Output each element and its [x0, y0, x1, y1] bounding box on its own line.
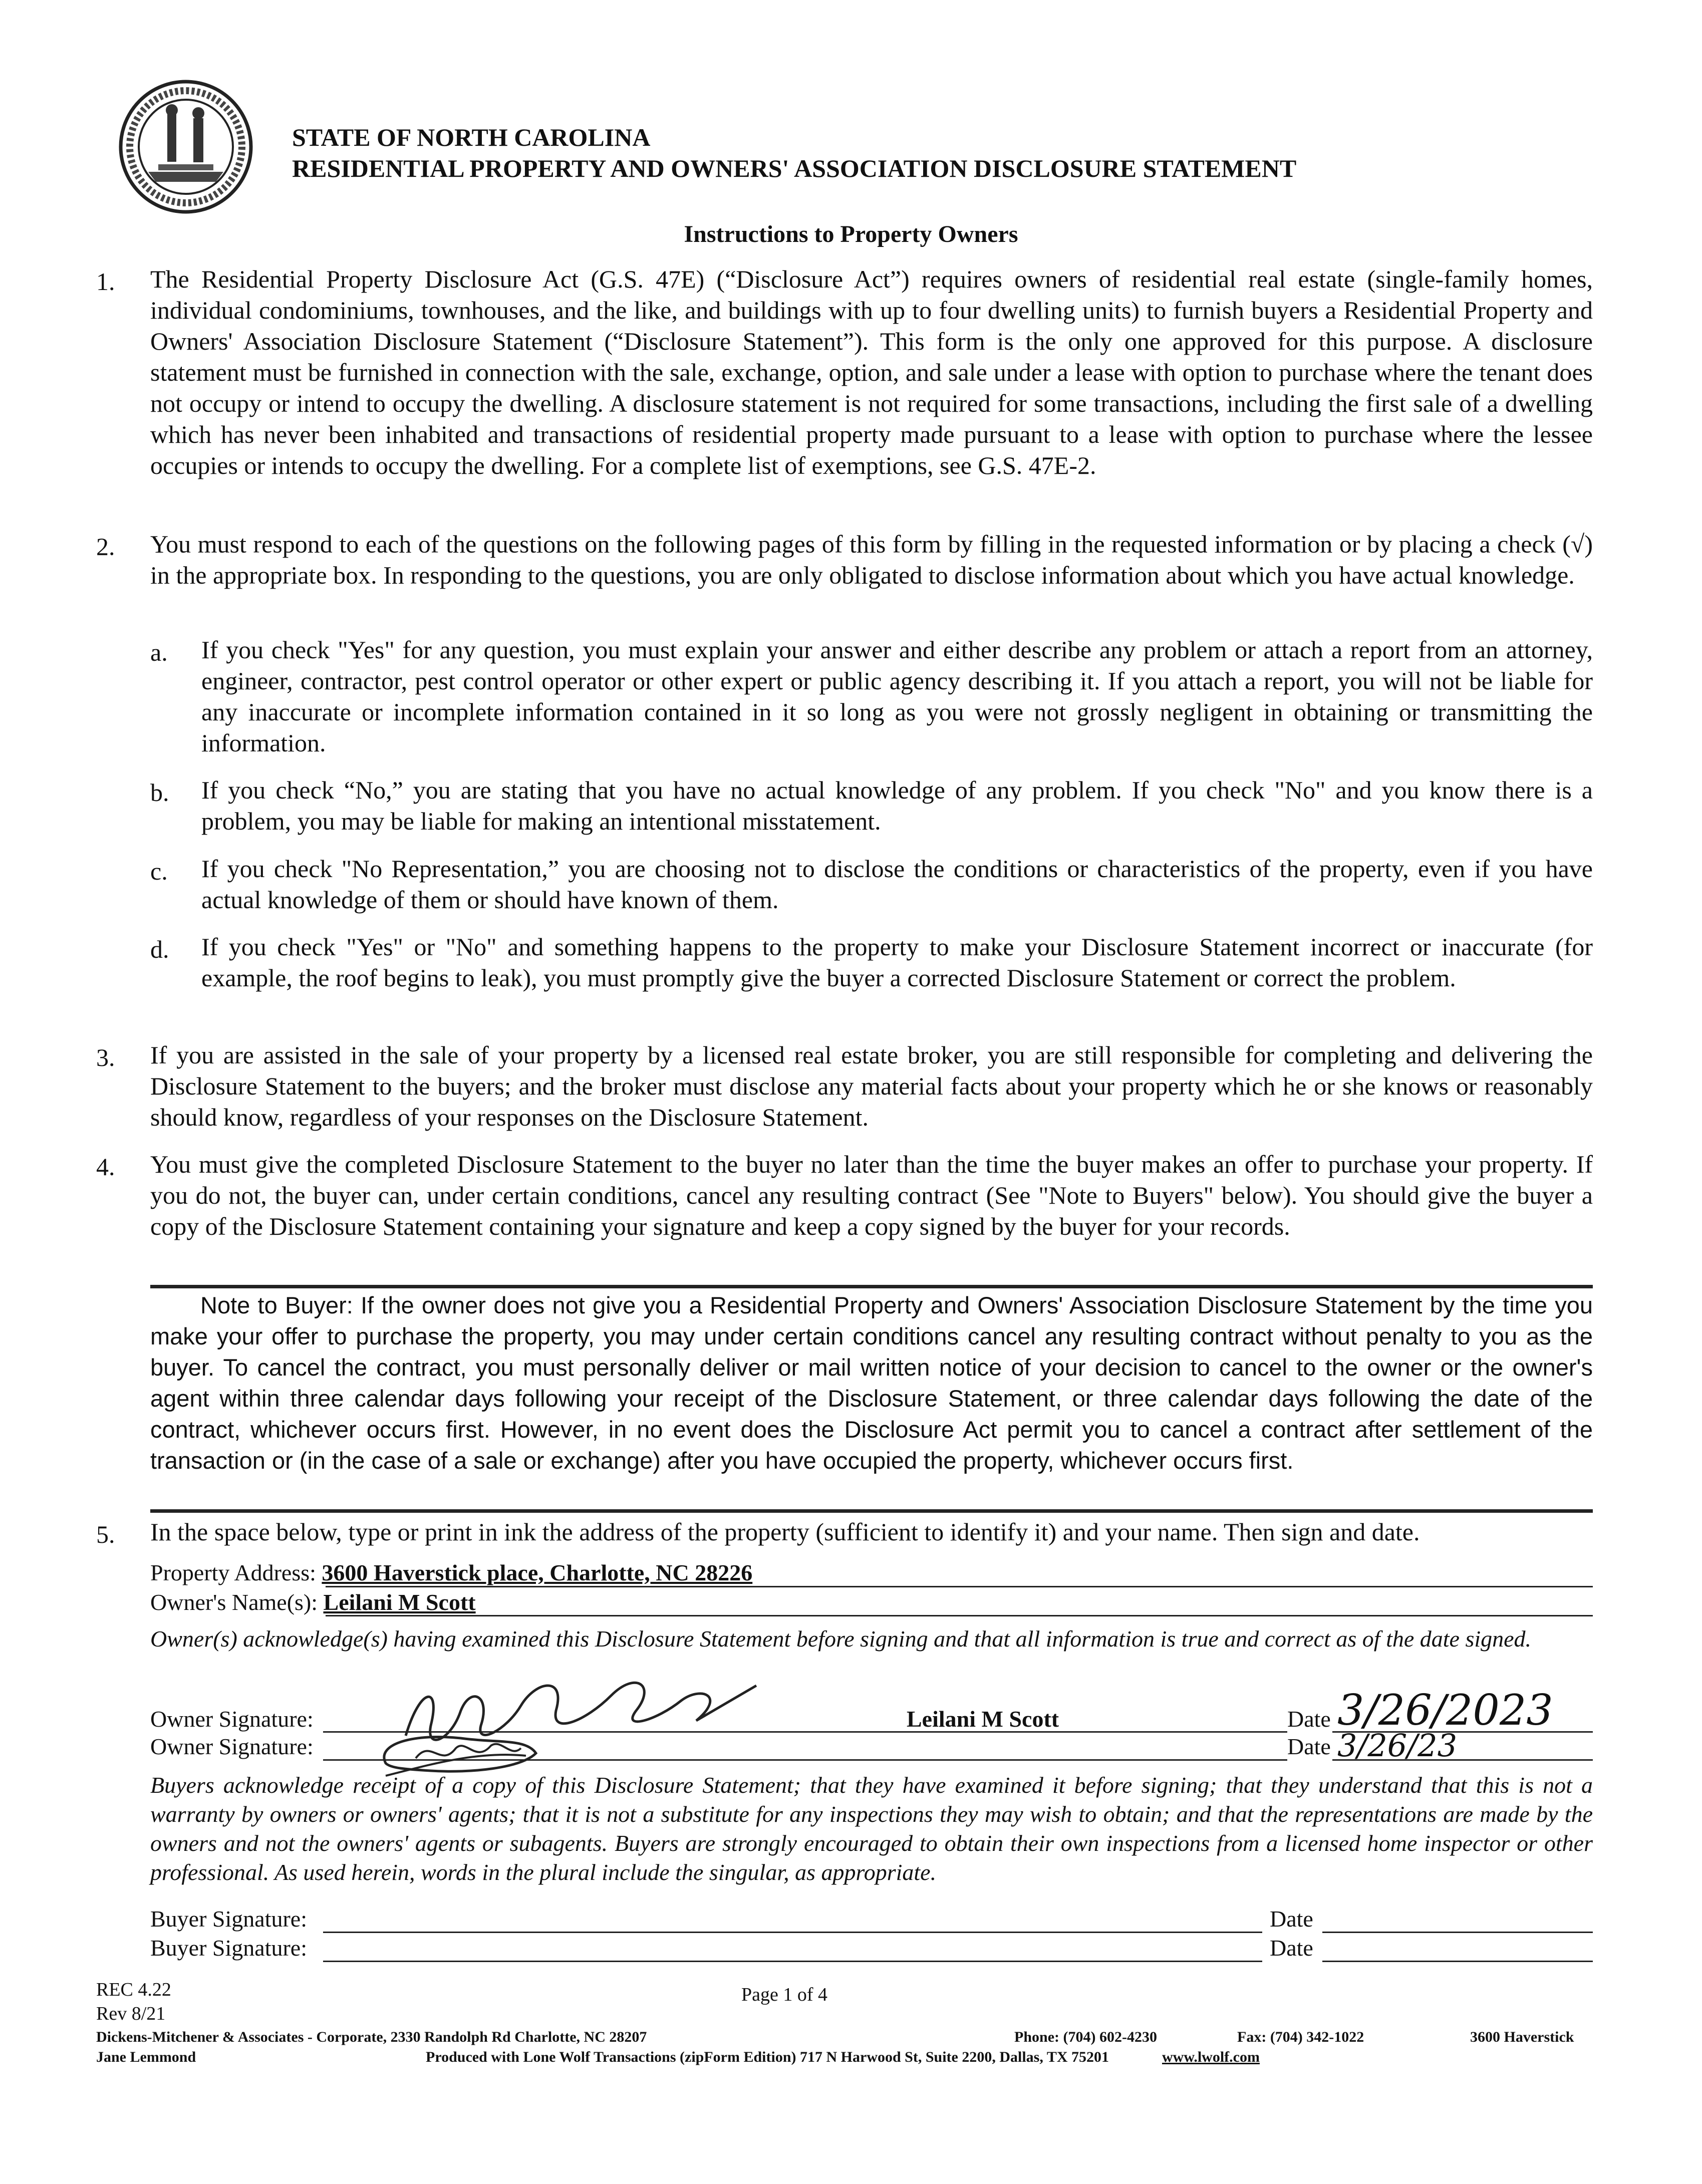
phone: Phone: (704) 602-4230	[1014, 2029, 1157, 2045]
subitem-letter: a.	[150, 638, 168, 666]
state-heading: STATE OF NORTH CAROLINA	[292, 123, 651, 151]
subitem-text: If you check "No Representation,” you are choosing not to disclose the conditions or characteristics of the property, even if you have actual knowledge of them or should have known of them.	[201, 855, 1593, 914]
note-bottom-rule	[150, 1509, 1593, 1513]
form-title: RESIDENTIAL PROPERTY AND OWNERS' ASSOCIATION DISCLOSURE STATEMENT	[292, 154, 1297, 182]
fax: Fax: (704) 342-1022	[1237, 2029, 1364, 2045]
subitem-letter: b.	[150, 778, 169, 806]
owner-acknowledgement: Owner(s) acknowledge(s) having examined this Disclosure Statement before signing and that all information is true and correct as of the date signed.	[150, 1626, 1532, 1652]
property-address-value[interactable]: 3600 Haverstick place, Charlotte, NC 28226	[322, 1560, 753, 1585]
buyer-date-line-2[interactable]	[1322, 1961, 1593, 1962]
agent-name: Jane Lemmond	[96, 2049, 196, 2065]
subitem-text: If you check "Yes" or "No" and something happens to the property to make your Disclosure Statement incorrect or inaccurate (for example, the roof begins to leak), you must promptly give the buyer a corrected Disclosure Statement or correct the problem.	[201, 933, 1593, 992]
owner-signature-2	[371, 1723, 551, 1778]
buyer-signature-label-2: Buyer Signature:	[150, 1935, 307, 1961]
subitem-letter: d.	[150, 935, 169, 963]
item-text: The Residential Property Disclosure Act (G.S. 47E) (“Disclosure Act”) requires owners of residential real estate (single-family homes, individual condominiums, townhouses, and the like, and buildings with up to four dwelling units) to furnish buyers a Residential Property and Owners' Association Disclosure Statement (“Disclosure Statement”). This form is the only one approved for this purpose. A disclosure statement must be furnished in connection with the sale, exchange, option, and sale under a lease with option to purchase where the tenant does not occupy or intend to occupy the dwelling. A disclosure statement is not required for some transactions, including the first sale of a dwelling which has never been inhabited and transactions of residential property made pursuant to a lease with option to purchase where the lessee occupies or intends to occupy the dwelling. For a complete list of exemptions, see G.S. 47E-2.	[150, 265, 1593, 479]
item-number: 2.	[96, 532, 115, 561]
owner-signature-label-2: Owner Signature:	[150, 1734, 314, 1759]
state-seal-logo	[118, 79, 253, 214]
item-text: You must give the completed Disclosure Statement to the buyer no later than the time the buyer makes an offer to purchase your property. If you do not, the buyer can, under certain conditions, cancel any resulting contract (See "Note to Buyers" below). You should give the buyer a copy of the Disclosure Statement containing your signature and keep a copy signed by the buyer for your records.	[150, 1150, 1593, 1240]
buyer-signature-line-1[interactable]	[323, 1932, 1262, 1933]
company-line: Dickens-Mitchener & Associates - Corporate, 2330 Randolph Rd Charlotte, NC 28207	[96, 2029, 647, 2045]
file-reference: 3600 Haverstick	[1470, 2029, 1574, 2045]
owner-signature-label-1: Owner Signature:	[150, 1706, 314, 1732]
note-top-rule	[150, 1285, 1593, 1288]
property-address-label: Property Address:	[150, 1560, 316, 1585]
form-revision: Rev 8/21	[96, 2003, 166, 2024]
subitem-text: If you check "Yes" for any question, you must explain your answer and either describe any problem or attach a report from an attorney, engineer, contractor, pest control operator or other expert or public agency describing it. If you attach a report, you will not be liable for any inaccurate or incomplete information contained in it so long as you were not grossly negligent in obtaining or transmitting the information.	[201, 636, 1593, 757]
buyer-signature-line-2[interactable]	[323, 1961, 1262, 1962]
item-number: 4.	[96, 1153, 115, 1181]
produced-with: Produced with Lone Wolf Transactions (zipForm Edition) 717 N Harwood St, Suite 2200, Dallas, TX 75201	[426, 2049, 1109, 2065]
owner-names-row	[150, 1589, 476, 1615]
item-text: If you are assisted in the sale of your property by a licensed real estate broker, you are still responsible for completing and delivering the Disclosure Statement to the buyers; and the broker must disclose any material facts about your property which he or she knows or reasonably should know, regardless of your responses on the Disclosure Statement.	[150, 1041, 1593, 1131]
lwolf-link[interactable]: www.lwolf.com	[1162, 2049, 1260, 2065]
item-number: 3.	[96, 1043, 115, 1071]
date-label-1: Date	[1287, 1706, 1331, 1732]
owner-names-underline	[326, 1615, 1593, 1616]
buyer-date-label-2: Date	[1270, 1935, 1313, 1961]
note-to-buyer	[150, 1290, 1593, 1476]
owner-names-label: Owner's Name(s):	[150, 1589, 318, 1615]
handwritten-date-1: 3/26/2023	[1337, 1686, 1553, 1735]
instructions-title: Instructions to Property Owners	[684, 221, 1018, 247]
address-underline	[326, 1586, 1593, 1587]
subitem-text: If you check “No,” you are stating that you have no actual knowledge of any problem. If you check "No" and you know there is a problem, you may be liable for making an intentional misstatement.	[201, 776, 1593, 835]
buyer-date-label-1: Date	[1270, 1906, 1313, 1932]
item-text: In the space below, type or print in ink the address of the property (sufficient to identify it) and your name. Then sign and date.	[150, 1518, 1420, 1546]
form-id: REC 4.22	[96, 1979, 171, 2000]
date-label-2: Date	[1287, 1734, 1331, 1759]
buyer-date-line-1[interactable]	[1322, 1932, 1593, 1933]
buyer-signature-label-1: Buyer Signature:	[150, 1906, 307, 1932]
handwritten-date-2: 3/26/23	[1337, 1727, 1458, 1764]
owner-names-value[interactable]: Leilani M Scott	[323, 1589, 476, 1615]
item-text: You must respond to each of the questions on the following pages of this form by filling in the requested information or by placing a check (√) in the appropriate box. In responding to the questions, you are only obligated to disclose information about which you have actual knowledge.	[150, 530, 1593, 589]
owner-printed-name: Leilani M Scott	[907, 1706, 1059, 1732]
item-number: 5.	[96, 1520, 115, 1548]
note-text: Note to Buyer: If the owner does not give you a Residential Property and Owners' Association Disclosure Statement by the time you make your offer to purchase the property, you may under certain conditions cancel any resulting contract without penalty to you as the buyer. To cancel the contract, you must personally deliver or mail written notice of your decision to cancel to the owner or the owner's agent within three calendar days following your receipt of the Disclosure Statement, or three calendar days following the date of the contract, whichever occurs first. However, in no event does the Disclosure Act permit you to cancel a contract after settlement of the transaction or (in the case of a sale or exchange) after you have occupied the property, whichever occurs first.	[150, 1292, 1593, 1474]
buyer-acknowledgement: Buyers acknowledge receipt of a copy of this Disclosure Statement; that they have examined it before signing; that they understand that this is not a warranty by owners or owners' agents; that it is not a substitute for any inspections they may wish to obtain; and that the representations are made by the owners and not the owners' agents or subagents. Buyers are strongly encouraged to obtain their own inspections from a licensed home inspector or other professional. As used herein, words in the plural include the singular, as appropriate.	[150, 1772, 1593, 1885]
subitem-letter: c.	[150, 857, 168, 885]
item-number: 1.	[96, 267, 115, 296]
page-number: Page 1 of 4	[741, 1984, 828, 2005]
property-address-row	[150, 1559, 752, 1586]
